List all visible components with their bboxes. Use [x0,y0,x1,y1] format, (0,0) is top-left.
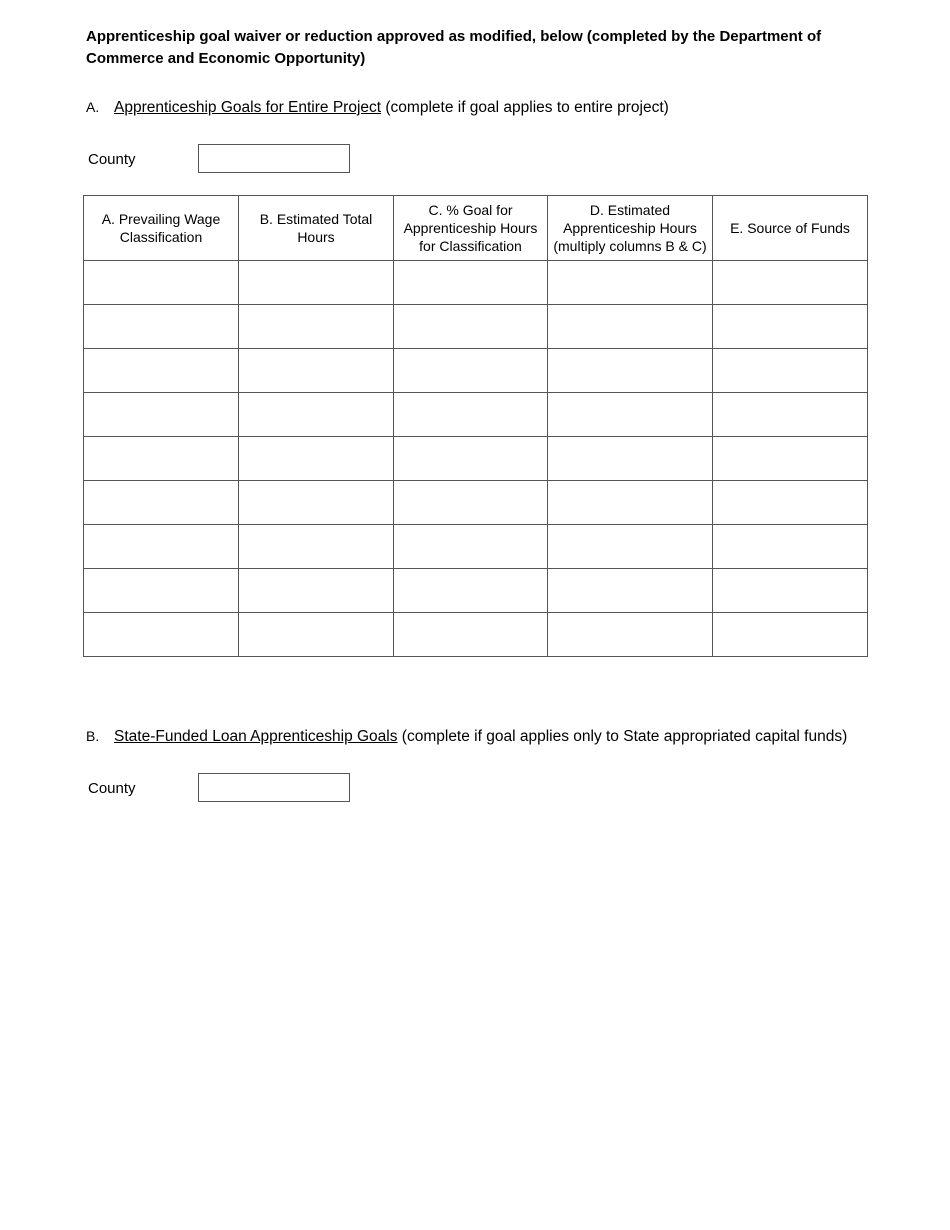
goal-percent-cell[interactable] [394,437,548,481]
apprenticeship-hours-cell[interactable] [548,613,713,657]
apprenticeship-hours-cell[interactable] [548,569,713,613]
goal-percent-cell[interactable] [394,613,548,657]
total-hours-cell[interactable] [239,569,394,613]
section-b-county-label: County [88,780,136,797]
goal-percent-cell[interactable] [394,393,548,437]
section-a-county-label: County [88,151,136,168]
table-row [84,525,868,569]
total-hours-cell[interactable] [239,261,394,305]
section-b-letter: B. [86,728,100,744]
total-hours-cell[interactable] [239,481,394,525]
apprenticeship-hours-cell[interactable] [548,349,713,393]
total-hours-cell[interactable] [239,437,394,481]
apprenticeship-hours-cell[interactable] [548,481,713,525]
source-of-funds-cell[interactable] [713,613,868,657]
classification-cell[interactable] [84,393,239,437]
apprenticeship-hours-cell[interactable] [548,525,713,569]
table-row [84,305,868,349]
table-row [84,437,868,481]
source-of-funds-cell[interactable] [713,393,868,437]
classification-cell[interactable] [84,481,239,525]
section-a-heading [86,97,669,118]
source-of-funds-cell[interactable] [713,481,868,525]
section-b-county-input[interactable] [198,773,350,802]
col-header-source-of-funds: E. Source of Funds [713,196,868,261]
classification-cell[interactable] [84,613,239,657]
apprenticeship-hours-cell[interactable] [548,393,713,437]
source-of-funds-cell[interactable] [713,261,868,305]
source-of-funds-cell[interactable] [713,525,868,569]
classification-cell[interactable] [84,261,239,305]
section-a-note: (complete if goal applies to entire project) [381,99,669,116]
section-a-title: Apprenticeship Goals for Entire Project [114,99,382,116]
goal-percent-cell[interactable] [394,481,548,525]
col-header-total-hours: B. Estimated Total Hours [239,196,394,261]
apprenticeship-goals-table [83,195,868,657]
source-of-funds-cell[interactable] [713,437,868,481]
classification-cell[interactable] [84,525,239,569]
apprenticeship-hours-cell[interactable] [548,261,713,305]
section-a-letter: A. [86,99,100,115]
col-header-apprenticeship-hours: D. Estimated Apprenticeship Hours (multiply columns B & C) [548,196,713,261]
goal-percent-cell[interactable] [394,569,548,613]
table-body [84,261,868,657]
total-hours-cell[interactable] [239,393,394,437]
table-row [84,349,868,393]
classification-cell[interactable] [84,349,239,393]
goal-percent-cell[interactable] [394,349,548,393]
section-b-heading [86,726,847,747]
source-of-funds-cell[interactable] [713,305,868,349]
table-row [84,261,868,305]
section-a-county-input[interactable] [198,144,350,173]
source-of-funds-cell[interactable] [713,569,868,613]
total-hours-cell[interactable] [239,349,394,393]
apprenticeship-hours-cell[interactable] [548,437,713,481]
classification-cell[interactable] [84,305,239,349]
goal-percent-cell[interactable] [394,305,548,349]
section-b-title: State-Funded Loan Apprenticeship Goals [114,728,398,745]
goal-percent-cell[interactable] [394,525,548,569]
col-header-classification: A. Prevailing Wage Classification [84,196,239,261]
table-row [84,613,868,657]
col-header-goal-percent: C. % Goal for Apprenticeship Hours for Classification [394,196,548,261]
table-row [84,481,868,525]
form-heading: Apprenticeship goal waiver or reduction approved as modified, below (completed by the Department of Commerce and Economic Opportunity) [86,28,822,67]
section-b-note: (complete if goal applies only to State appropriated capital funds) [397,728,848,745]
goal-percent-cell[interactable] [394,261,548,305]
classification-cell[interactable] [84,569,239,613]
source-of-funds-cell[interactable] [713,349,868,393]
total-hours-cell[interactable] [239,525,394,569]
classification-cell[interactable] [84,437,239,481]
apprenticeship-hours-cell[interactable] [548,305,713,349]
table-row [84,569,868,613]
table-header-row [84,196,868,261]
total-hours-cell[interactable] [239,613,394,657]
total-hours-cell[interactable] [239,305,394,349]
table-row [84,393,868,437]
